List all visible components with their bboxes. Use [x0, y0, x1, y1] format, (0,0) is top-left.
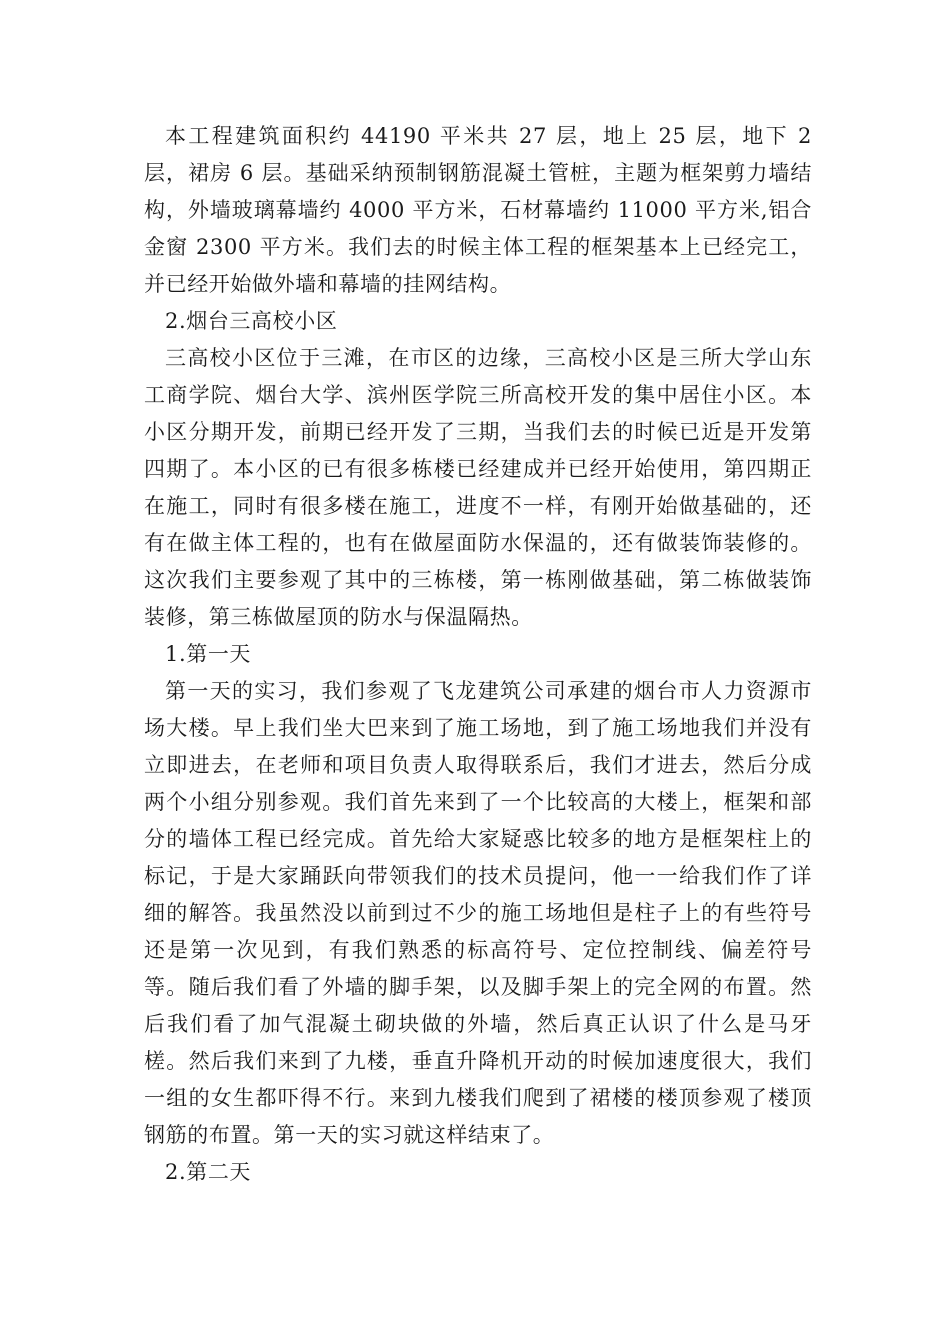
paragraph-project-overview: 本工程建筑面积约 44190 平米共 27 层，地上 25 层，地下 2 层，裙房 6 层。基础采纳预制钢筋混凝土管桩，主题为框架剪力墙结构，外墙玻璃幕墙约 4000 平方米，石材幕墙约 11000 平方米,铝合金窗 2300 平方米。我们去的时候主体工程的框架基本上已经完工，并已经开始做外墙和幕墙的挂网结构。 [144, 124, 812, 296]
document-body [144, 118, 812, 1191]
heading-day-two: 2.第二天 [165, 1160, 252, 1184]
paragraph-community-description: 三高校小区位于三滩，在市区的边缘，三高校小区是三所大学山东工商学院、烟台大学、滨州医学院三所高校开发的集中居住小区。本小区分期开发，前期已经开发了三期，当我们去的时候已近是开发第四期了。本小区的已有很多栋楼已经建成并已经开始使用，第四期正在施工，同时有很多楼在施工，进度不一样，有刚开始做基础的，还有在做主体工程的，也有在做屋面防水保温的，还有做装饰装修的。这次我们主要参观了其中的三栋楼，第一栋刚做基础，第二栋做装饰装修，第三栋做屋顶的防水与保温隔热。 [144, 346, 812, 629]
heading-day-one: 1.第一天 [165, 642, 252, 666]
heading-yantai-three-universities-community: 2.烟台三高校小区 [165, 309, 338, 333]
paragraph-day-one-description: 第一天的实习，我们参观了飞龙建筑公司承建的烟台市人力资源市场大楼。早上我们坐大巴来到了施工场地，到了施工场地我们并没有立即进去，在老师和项目负责人取得联系后，我们才进去，然后分成两个小组分别参观。我们首先来到了一个比较高的大楼上，框架和部分的墙体工程已经完成。首先给大家疑惑比较多的地方是框架柱上的标记，于是大家踊跃向带领我们的技术员提问，他一一给我们作了详细的解答。我虽然没以前到过不少的施工场地但是柱子上的有些符号还是第一次见到，有我们熟悉的标高符号、定位控制线、偏差符号等。随后我们看了外墙的脚手架，以及脚手架上的完全网的布置。然后我们看了加气混凝土砌块做的外墙，然后真正认识了什么是马牙槎。然后我们来到了九楼，垂直升降机开动的时候加速度很大，我们一组的女生都吓得不行。来到九楼我们爬到了裙楼的楼顶参观了楼顶钢筋的布置。第一天的实习就这样结束了。 [144, 679, 812, 1147]
